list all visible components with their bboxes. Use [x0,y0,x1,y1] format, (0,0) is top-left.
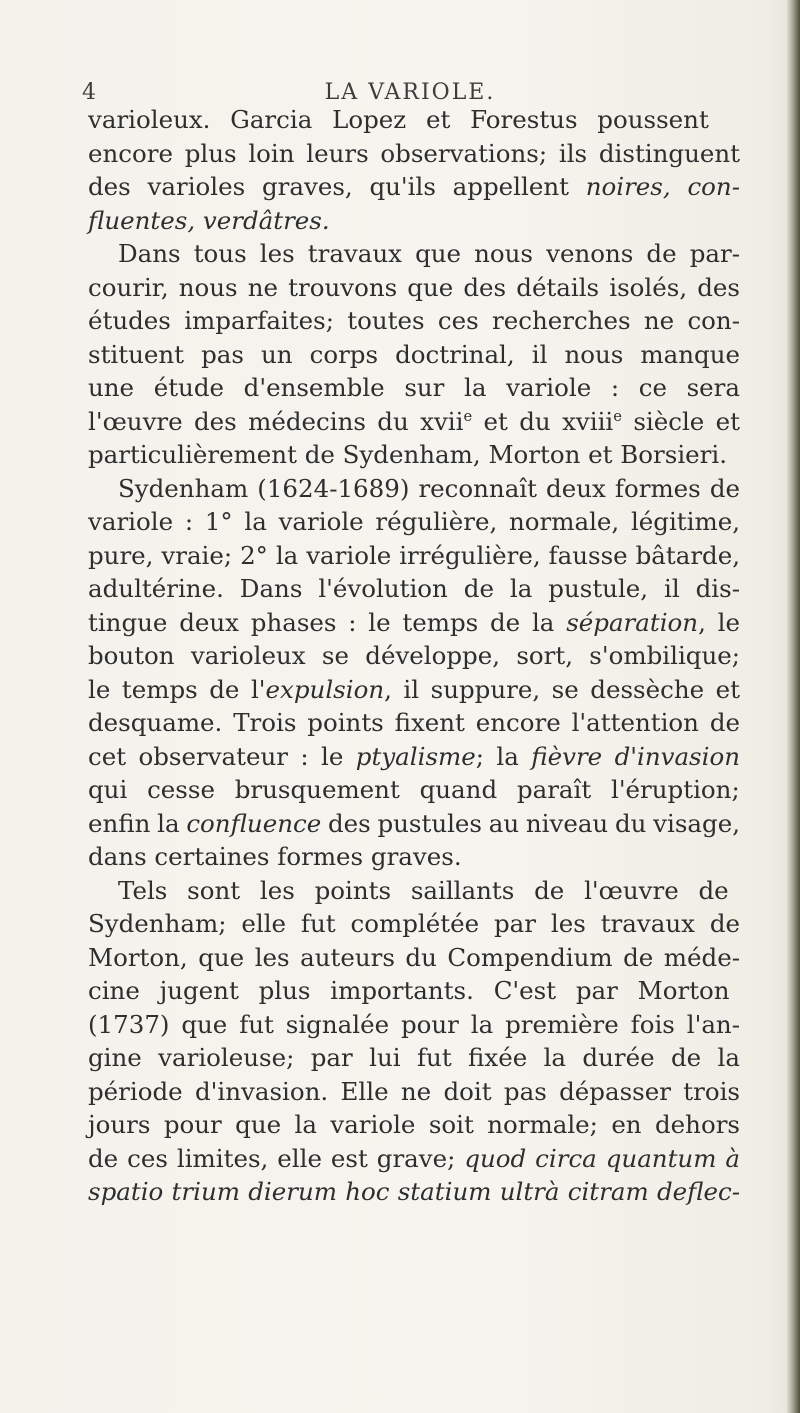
text-segment: desquame. Trois points fixent encore l'attention de [88,708,740,737]
italic-text: fluentes, verdâtres. [88,205,330,235]
text-line [88,673,740,707]
italic-text: fièvre d'invasion [531,741,740,771]
page-number: 4 [82,80,96,105]
text-segment: adultérine. Dans l'évolution de la pustule, il dis- [88,574,740,603]
text-line [88,840,740,874]
text-line [88,137,740,171]
text-line [88,740,740,774]
text-line [88,941,740,975]
running-title: LA VARIOLE. [324,80,496,105]
text-line [88,204,740,238]
text-line [88,1108,740,1142]
text-segment: bouton varioleux se développe, sort, s'ombilique; [88,641,740,670]
superscript: e [613,407,622,425]
text-line [88,505,740,539]
text-segment: études imparfaites; toutes ces recherches ne con- [88,306,740,335]
text-segment: des varioles graves, qu'ils appellent [88,172,586,201]
text-line [88,170,740,204]
text-segment: le temps de l' [88,674,266,704]
text-segment: des pustules au niveau du visage, [321,808,740,838]
text-line [88,1175,740,1209]
text-line [88,371,740,405]
text-line [88,907,740,941]
text-line [88,237,740,271]
italic-text: confluence [186,808,322,838]
text-line [88,874,740,908]
text-line [88,271,740,305]
text-line [88,1075,740,1109]
text-line [88,1008,740,1042]
text-line [88,472,740,506]
text-segment: une étude d'ensemble sur la variole : ce sera [88,373,740,402]
text-segment: cine jugent plus importants. C'est par Morton [88,976,730,1005]
text-segment: varioleux. Garcia Lopez et Forestus poussent [88,105,709,134]
text-line [88,338,740,372]
text-segment: siècle et [621,406,740,436]
text-segment: de ces limites, elle est grave; [88,1143,465,1173]
text-line [88,639,740,673]
text-segment: et du xviii [472,406,614,436]
text-segment: , il suppure, se dessèche et [384,674,740,704]
text-line [88,438,740,472]
page-edge-shadow [786,0,800,1413]
superscript: e [463,407,473,425]
text-segment: ; la [475,741,532,771]
italic-text: ptyalisme [355,741,476,771]
text-segment: (1737) que fut signalée pour la première fois l'an- [88,1009,740,1039]
text-segment: l'œuvre des médecins du xvii [88,406,464,436]
text-segment: encore plus loin leurs observations; ils distinguent [88,138,740,168]
text-segment: Sydenham (1624-1689) reconnaît deux formes de [118,473,740,503]
text-segment: qui cesse brusquement quand paraît l'éruption; [88,775,740,804]
text-line [88,807,740,841]
text-segment: variole : 1° la variole régulière, normale, légitime, [88,507,740,536]
text-segment: Sydenham; elle fut complétée par les travaux de [88,909,740,938]
text-segment: , le [698,607,740,637]
text-segment: enfin la [88,808,187,838]
text-line [88,974,740,1008]
text-segment: pure, vraie; 2° la variole irrégulière, fausse bâtarde, [88,540,740,570]
text-segment: courir, nous ne trouvons que des détails isolés, des [88,272,740,302]
italic-text: quod circa quantum à [464,1143,740,1173]
text-line [88,304,740,338]
italic-text: expulsion [265,674,385,704]
text-segment: cet observateur : le [88,741,356,771]
body-text [88,103,740,1209]
text-segment: gine varioleuse; par lui fut fixée la durée de la [88,1043,740,1072]
text-segment: Morton, que les auteurs du Compendium de méde- [88,942,740,972]
text-line [88,1142,740,1176]
text-line [88,405,740,439]
text-line [88,572,740,606]
italic-text: noires, con- [585,172,740,201]
italic-text: spatio trium dierum hoc statium ultrà citram deflec- [88,1177,740,1206]
text-segment: dans certaines formes graves. [88,842,462,871]
text-segment: stituent pas un corps doctrinal, il nous manque [88,339,740,369]
text-segment: Dans tous les travaux que nous venons de par- [118,239,740,268]
text-line [88,539,740,573]
italic-text: séparation [566,607,699,637]
text-line [88,773,740,807]
text-line [88,706,740,740]
text-segment: Tels sont les points saillants de l'œuvre de [118,875,729,905]
text-segment: tingue deux phases : le temps de la [88,607,567,637]
text-segment: particulièrement de Sydenham, Morton et Borsieri. [88,440,728,469]
text-segment: période d'invasion. Elle ne doit pas dépasser trois [88,1076,740,1106]
text-line [88,606,740,640]
text-line [88,1041,740,1075]
text-segment: jours pour que la variole soit normale; en dehors [88,1110,740,1139]
text-line [88,103,740,137]
